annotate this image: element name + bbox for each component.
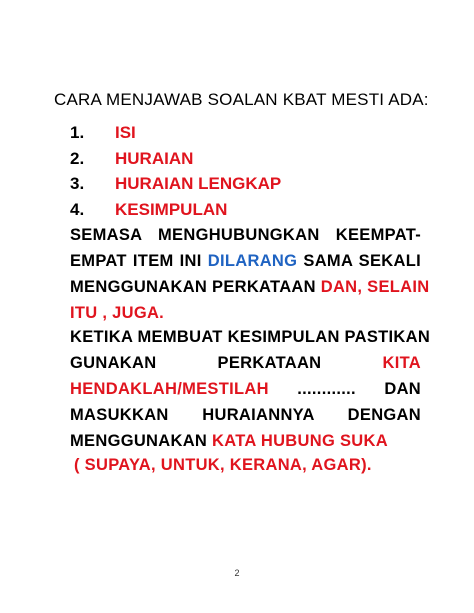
paragraph-line — [70, 376, 421, 402]
text-run: EMPAT ITEM INI — [70, 252, 208, 270]
page-number: 2 — [234, 568, 240, 578]
paragraph-line — [70, 350, 421, 376]
list-item-number: 1. — [70, 123, 85, 142]
highlight-hendaklah: HENDAKLAH/MESTILAH — [70, 380, 269, 398]
list-item-label: KESIMPULAN — [115, 199, 228, 219]
text-run: SEMASA MENGHUBUNGKAN KEEMPAT- — [70, 226, 421, 244]
list-item-label: HURAIAN — [115, 148, 194, 168]
conclusion-rules-paragraph — [70, 324, 431, 454]
conjunction-examples: ( SUPAYA, UNTUK, KERANA, AGAR). — [74, 456, 372, 474]
list-item-label: ISI — [115, 123, 136, 142]
text-run: MENGGUNAKAN — [70, 432, 213, 450]
highlight-forbidden-words: DAN, SELAIN — [320, 278, 430, 296]
list-item — [70, 171, 281, 197]
list-item-number: 3. — [70, 174, 85, 193]
connecting-rules-paragraph — [70, 222, 430, 326]
highlight-dilarang: DILARANG — [207, 252, 298, 270]
highlight-forbidden-words: ITU , JUGA. — [70, 304, 165, 322]
list-item — [70, 120, 281, 146]
paragraph-line — [70, 428, 421, 454]
list-item-number: 2. — [70, 148, 85, 168]
highlight-kata-hubung: KATA HUBUNG SUKA — [212, 432, 388, 450]
list-item — [70, 146, 281, 172]
list-item-label: HURAIAN LENGKAP — [115, 174, 282, 193]
list-item-number: 4. — [70, 199, 85, 219]
text-run: ............ DAN — [268, 380, 421, 398]
paragraph-line — [70, 274, 430, 300]
text-run: SAMA SEKALI — [297, 252, 421, 270]
text-run: KETIKA MEMBUAT KESIMPULAN PASTIKAN — [70, 328, 431, 346]
paragraph-line — [70, 248, 421, 274]
list-item — [70, 197, 281, 223]
text-run: MENGGUNAKAN PERKATAAN — [70, 278, 321, 296]
paragraph-line — [70, 324, 431, 350]
highlight-kita: KITA — [382, 354, 421, 372]
paragraph-line — [70, 402, 421, 428]
text-run: GUNAKAN PERKATAAN — [70, 354, 383, 372]
text-run: MASUKKAN HURAIANNYA DENGAN — [70, 406, 421, 424]
kbat-requirements-list — [70, 120, 281, 222]
paragraph-line — [70, 222, 421, 248]
page-heading: CARA MENJAWAB SOALAN KBAT MESTI ADA: — [54, 90, 429, 109]
paragraph-line — [70, 300, 421, 326]
